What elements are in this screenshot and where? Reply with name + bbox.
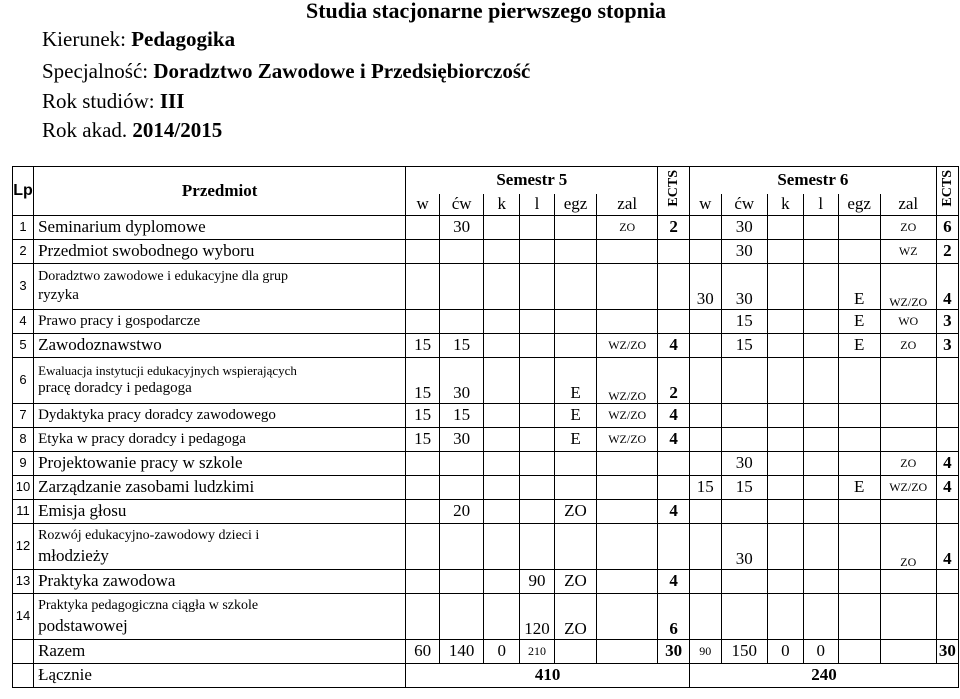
cell-s5-col0 (406, 240, 440, 264)
ects-s6 (936, 428, 958, 452)
cell-s6-col0 (689, 428, 721, 452)
cell-s5-col4 (554, 476, 596, 500)
subject-name-line2: młodzieży (38, 545, 109, 565)
subject-name: Zarządzanie zasobami ludzkimi (34, 476, 406, 500)
ects-s6 (936, 358, 958, 404)
cell-s5-col2 (484, 240, 520, 264)
cell-s6-col1 (721, 570, 767, 594)
ects-s6 (936, 404, 958, 428)
cell-s6-col5 (880, 500, 936, 524)
cell-s5-col5 (597, 452, 658, 476)
cell-s6-col4 (838, 452, 880, 476)
cell-s5-col1: 30 (440, 216, 484, 240)
row-number: 12 (13, 524, 34, 570)
cell-s6-col1: 30 (721, 524, 767, 570)
subject-name: Etyka w pracy doradcy i pedagoga (34, 428, 406, 452)
cell-s5-col3 (520, 334, 555, 358)
cell-s5-col0: 15 (406, 428, 440, 452)
cell-s6-col0: 15 (689, 476, 721, 500)
table-row (13, 264, 959, 310)
cell-s5-col5 (597, 310, 658, 334)
cell-s6-col4 (838, 428, 880, 452)
cell-s5-col2 (484, 428, 520, 452)
cell-s6-col5 (880, 428, 936, 452)
table-row (13, 524, 959, 570)
cell-s6-col3 (803, 476, 838, 500)
subject-name-line1: Doradztwo zawodowe i edukacyjne dla grup (38, 269, 289, 285)
cell-s6-col5: ZO (880, 452, 936, 476)
razem-s5-egz (554, 640, 596, 664)
cell-s5-col3 (520, 358, 555, 404)
cell-s6-col2 (767, 334, 803, 358)
cell-s6-col0 (689, 240, 721, 264)
cell-s6-col1: 15 (721, 334, 767, 358)
row-number: 10 (13, 476, 34, 500)
cell-s6-col3 (803, 404, 838, 428)
row-number: 5 (13, 334, 34, 358)
razem-s5-zal (597, 640, 658, 664)
cell-s6-col3 (803, 452, 838, 476)
ects-s5 (658, 476, 690, 500)
cell-s5-col3 (520, 216, 555, 240)
cell-s5-col1 (440, 264, 484, 310)
cell-s6-col3 (803, 524, 838, 570)
ects-s5 (658, 452, 690, 476)
lacznie-s5: 410 (406, 664, 690, 688)
cell-s6-col1 (721, 428, 767, 452)
cell-s5-col4: ZO (554, 500, 596, 524)
cell-s6-col2 (767, 476, 803, 500)
table-row (13, 476, 959, 500)
row-number: 6 (13, 358, 34, 404)
column-header-s5-1: ćw (440, 194, 484, 216)
cell-s5-col2 (484, 570, 520, 594)
cell-s6-col4: E (838, 476, 880, 500)
cell-s5-col3 (520, 240, 555, 264)
cell-s5-col2 (484, 500, 520, 524)
subject-name-line1: Ewaluacja instytucji edukacyjnych wspierających (38, 363, 297, 378)
cell-s6-col3 (803, 310, 838, 334)
cell-s6-col5 (880, 358, 936, 404)
cell-s5-col2 (484, 216, 520, 240)
table-row (13, 216, 959, 240)
ects-s5: 6 (658, 594, 690, 640)
cell-s6-col3 (803, 500, 838, 524)
cell-s6-col0 (689, 334, 721, 358)
cell-s5-col4 (554, 216, 596, 240)
rok-akad-line: Rok akad. 2014/2015 (42, 118, 223, 142)
cell-s5-col1 (440, 452, 484, 476)
cell-s6-col1: 30 (721, 216, 767, 240)
cell-s6-col5: ZO (880, 334, 936, 358)
ects-s6: 6 (936, 216, 958, 240)
cell-s6-col5 (880, 594, 936, 640)
cell-s5-col2 (484, 404, 520, 428)
row-number: 8 (13, 428, 34, 452)
cell-s5-col4 (554, 452, 596, 476)
row-number: 9 (13, 452, 34, 476)
razem-s5-col2: 0 (484, 640, 520, 664)
razem-s6-col2: 0 (767, 640, 803, 664)
cell-s6-col3 (803, 240, 838, 264)
subject-name: Dydaktyka pracy doradcy zawodowego (34, 404, 406, 428)
ects-s5: 4 (658, 404, 690, 428)
column-header-s5-0: w (406, 194, 440, 216)
cell-s6-col1: 15 (721, 310, 767, 334)
cell-s6-col4 (838, 358, 880, 404)
cell-s5-col0 (406, 264, 440, 310)
subject-name: Zawodoznawstwo (34, 334, 406, 358)
cell-s5-col0 (406, 310, 440, 334)
cell-s6-col3 (803, 264, 838, 310)
cell-s5-col2 (484, 358, 520, 404)
cell-s5-col3 (520, 476, 555, 500)
razem-ects-s5: 30 (658, 640, 690, 664)
cell-s6-col2 (767, 216, 803, 240)
cell-s5-col0: 15 (406, 334, 440, 358)
cell-s5-col0 (406, 594, 440, 640)
cell-s5-col5 (597, 524, 658, 570)
cell-s6-col5: ZO (880, 524, 936, 570)
column-header-s6-2: k (767, 194, 803, 216)
cell-s5-col5 (597, 264, 658, 310)
cell-s5-col2 (484, 310, 520, 334)
subject-name (34, 264, 406, 310)
cell-s6-col4 (838, 216, 880, 240)
cell-s6-col2 (767, 452, 803, 476)
cell-s6-col2 (767, 310, 803, 334)
cell-s5-col5 (597, 500, 658, 524)
table-row (13, 358, 959, 404)
cell-s5-col5: WZ/ZO (597, 428, 658, 452)
cell-s6-col5: WZ (880, 240, 936, 264)
ects-s6: 4 (936, 476, 958, 500)
cell-s6-col4 (838, 594, 880, 640)
cell-s5-col2 (484, 524, 520, 570)
ects-s5: 4 (658, 334, 690, 358)
razem-s6-zal (880, 640, 936, 664)
cell-s5-col0: 15 (406, 404, 440, 428)
table-row (13, 428, 959, 452)
cell-s5-col4: E (554, 358, 596, 404)
cell-s6-col5: WZ/ZO (880, 476, 936, 500)
razem-s5-col1: 140 (440, 640, 484, 664)
cell-s5-col1: 15 (440, 334, 484, 358)
cell-s5-col4 (554, 310, 596, 334)
ects-s5: 4 (658, 428, 690, 452)
cell-s6-col1: 30 (721, 240, 767, 264)
cell-s5-col0 (406, 476, 440, 500)
cell-s5-col3 (520, 500, 555, 524)
cell-s6-col5 (880, 570, 936, 594)
cell-s5-col4: ZO (554, 570, 596, 594)
column-header-s5-2: k (484, 194, 520, 216)
ects-s6: 3 (936, 334, 958, 358)
lp-header: Lp (13, 167, 34, 216)
cell-s6-col0 (689, 310, 721, 334)
column-header-s6-3: l (803, 194, 838, 216)
cell-s5-col3 (520, 428, 555, 452)
cell-s6-col4: E (838, 310, 880, 334)
cell-s6-col4 (838, 404, 880, 428)
cell-s6-col4 (838, 500, 880, 524)
cell-s5-col3 (520, 310, 555, 334)
ects-s6: 4 (936, 524, 958, 570)
table-row (13, 452, 959, 476)
subject-name: Seminarium dyplomowe (34, 216, 406, 240)
cell-s5-col3 (520, 452, 555, 476)
cell-s5-col3 (520, 264, 555, 310)
razem-s6-col3: 0 (803, 640, 838, 664)
row-number: 4 (13, 310, 34, 334)
cell-s6-col2 (767, 594, 803, 640)
cell-s6-col0 (689, 452, 721, 476)
table-row (13, 570, 959, 594)
cell-s5-col4 (554, 240, 596, 264)
cell-s5-col0: 15 (406, 358, 440, 404)
cell-s5-col4: E (554, 428, 596, 452)
cell-s5-col2 (484, 334, 520, 358)
subject-name: Emisja głosu (34, 500, 406, 524)
table-row (13, 594, 959, 640)
cell-s5-col5: ZO (597, 216, 658, 240)
cell-s6-col2 (767, 428, 803, 452)
ects-s6: 2 (936, 240, 958, 264)
cell-s6-col0 (689, 594, 721, 640)
cell-s6-col3 (803, 358, 838, 404)
cell-s6-col0 (689, 358, 721, 404)
table-row (13, 240, 959, 264)
subject-name-line1: Praktyka pedagogiczna ciągła w szkole (38, 598, 259, 614)
ects-5-header: ECTS (658, 167, 690, 216)
cell-s5-col4: ZO (554, 594, 596, 640)
subject-name: Praktyka zawodowa (34, 570, 406, 594)
cell-s5-col1: 30 (440, 358, 484, 404)
subject-name-line1: Rozwój edukacyjno-zawodowy dzieci i (38, 528, 260, 544)
row-number: 13 (13, 570, 34, 594)
lacznie-s6: 240 (689, 664, 958, 688)
cell-s6-col2 (767, 524, 803, 570)
row-number: 7 (13, 404, 34, 428)
cell-s6-col0 (689, 524, 721, 570)
subject-name: Przedmiot swobodnego wyboru (34, 240, 406, 264)
page-title: Studia stacjonarne pierwszego stopnia (306, 0, 666, 23)
ects-s6 (936, 594, 958, 640)
cell-s5-col3 (520, 404, 555, 428)
ects-s5 (658, 310, 690, 334)
cell-s5-col5: WZ/ZO (597, 404, 658, 428)
ects-s6 (936, 500, 958, 524)
cell-s6-col1 (721, 404, 767, 428)
cell-s5-col0 (406, 216, 440, 240)
cell-s5-col2 (484, 452, 520, 476)
table-row (13, 404, 959, 428)
cell-s6-col3 (803, 594, 838, 640)
cell-s5-col1 (440, 310, 484, 334)
row-number: 14 (13, 594, 34, 640)
subject-name-line2: ryzyka (38, 286, 79, 303)
cell-s6-col2 (767, 570, 803, 594)
cell-s5-col1 (440, 240, 484, 264)
cell-s6-col0 (689, 216, 721, 240)
kierunek-line: Kierunek: Pedagogika (42, 27, 236, 51)
cell-s5-col1: 30 (440, 428, 484, 452)
ects-s5: 4 (658, 570, 690, 594)
ects-s6: 3 (936, 310, 958, 334)
lacznie-row (13, 664, 959, 688)
cell-s6-col5: ZO (880, 216, 936, 240)
ects-6-header: ECTS (936, 167, 958, 216)
razem-s5-col0: 60 (406, 640, 440, 664)
subject-name (34, 358, 406, 404)
cell-s5-col5 (597, 240, 658, 264)
cell-s5-col0 (406, 524, 440, 570)
cell-s6-col2 (767, 404, 803, 428)
cell-s5-col5 (597, 476, 658, 500)
cell-s5-col2 (484, 264, 520, 310)
cell-s5-col3: 90 (520, 570, 555, 594)
cell-s6-col1 (721, 594, 767, 640)
razem-row (13, 640, 959, 664)
cell-s5-col5 (597, 594, 658, 640)
cell-s6-col1 (721, 358, 767, 404)
cell-s5-col4 (554, 264, 596, 310)
subject-name (34, 594, 406, 640)
row-number: 1 (13, 216, 34, 240)
razem-s6-col1: 150 (721, 640, 767, 664)
cell-s5-col4 (554, 524, 596, 570)
cell-s6-col0 (689, 500, 721, 524)
subject-name: Projektowanie pracy w szkole (34, 452, 406, 476)
przedmiot-header: Przedmiot (34, 167, 406, 216)
cell-s6-col0 (689, 404, 721, 428)
ects-s5: 2 (658, 358, 690, 404)
cell-s6-col2 (767, 358, 803, 404)
cell-s5-col4: E (554, 404, 596, 428)
cell-s5-col5 (597, 570, 658, 594)
cell-s5-col2 (484, 594, 520, 640)
column-header-s6-0: w (689, 194, 721, 216)
cell-s5-col1: 15 (440, 404, 484, 428)
ects-s5: 4 (658, 500, 690, 524)
specjalnosc-line: Specjalność: Doradztwo Zawodowe i Przedsiębiorczość (42, 59, 531, 83)
cell-s5-col1 (440, 570, 484, 594)
ects-s5 (658, 264, 690, 310)
cell-s6-col3 (803, 428, 838, 452)
cell-s6-col4 (838, 570, 880, 594)
cell-s6-col3 (803, 216, 838, 240)
column-header-s6-4: egz (838, 194, 880, 216)
cell-s5-col1: 20 (440, 500, 484, 524)
cell-s6-col4 (838, 240, 880, 264)
row-number: 3 (13, 264, 34, 310)
ects-s5: 2 (658, 216, 690, 240)
cell-s5-col1 (440, 476, 484, 500)
cell-s6-col5 (880, 404, 936, 428)
column-header-s5-3: l (520, 194, 555, 216)
cell-s5-col4 (554, 334, 596, 358)
cell-s5-col3 (520, 524, 555, 570)
razem-s5-col3: 210 (520, 640, 555, 664)
razem-s6-col0: 90 (689, 640, 721, 664)
cell-s5-col0 (406, 452, 440, 476)
table-row (13, 310, 959, 334)
razem-ects-s6: 30 (936, 640, 958, 664)
cell-s5-col1 (440, 524, 484, 570)
cell-s6-col1: 30 (721, 452, 767, 476)
cell-s6-col2 (767, 500, 803, 524)
column-header-s6-1: ćw (721, 194, 767, 216)
cell-s5-col0 (406, 570, 440, 594)
cell-s6-col1 (721, 500, 767, 524)
semestr-5-header: Semestr 5 (406, 167, 658, 194)
ects-s5 (658, 524, 690, 570)
cell-s6-col2 (767, 264, 803, 310)
cell-s6-col5: WZ/ZO (880, 264, 936, 310)
row-number: 11 (13, 500, 34, 524)
semestr-6-header: Semestr 6 (689, 167, 936, 194)
cell-s6-col0: 30 (689, 264, 721, 310)
subject-name: Prawo pracy i gospodarcze (34, 310, 406, 334)
subject-name (34, 524, 406, 570)
row-number: 2 (13, 240, 34, 264)
ects-s6: 4 (936, 452, 958, 476)
cell-s6-col1: 15 (721, 476, 767, 500)
razem-label: Razem (34, 640, 406, 664)
cell-s6-col1: 30 (721, 264, 767, 310)
row-number-empty (13, 640, 34, 664)
cell-s6-col2 (767, 240, 803, 264)
cell-s6-col4: E (838, 334, 880, 358)
study-plan-table (12, 166, 959, 688)
lacznie-label: Łącznie (34, 664, 406, 688)
row-number-empty (13, 664, 34, 688)
ects-s5 (658, 240, 690, 264)
cell-s5-col3: 120 (520, 594, 555, 640)
subject-name-line2: podstawowej (38, 615, 128, 635)
cell-s5-col0 (406, 500, 440, 524)
ects-s6: 4 (936, 264, 958, 310)
cell-s6-col5: WO (880, 310, 936, 334)
column-header-s5-4: egz (554, 194, 596, 216)
table-row (13, 500, 959, 524)
cell-s6-col3 (803, 570, 838, 594)
cell-s6-col3 (803, 334, 838, 358)
cell-s5-col5: WZ/ZO (597, 358, 658, 404)
column-header-s6-5: zal (880, 194, 936, 216)
cell-s5-col2 (484, 476, 520, 500)
cell-s5-col1 (440, 594, 484, 640)
razem-s6-egz (838, 640, 880, 664)
cell-s6-col4 (838, 524, 880, 570)
rok-studiow-line: Rok studiów: III (42, 89, 185, 113)
ects-s6 (936, 570, 958, 594)
cell-s6-col4: E (838, 264, 880, 310)
table-row (13, 334, 959, 358)
subject-name-line2: pracę doradcy i pedagoga (38, 380, 192, 397)
cell-s5-col5: WZ/ZO (597, 334, 658, 358)
cell-s6-col0 (689, 570, 721, 594)
column-header-s5-5: zal (597, 194, 658, 216)
